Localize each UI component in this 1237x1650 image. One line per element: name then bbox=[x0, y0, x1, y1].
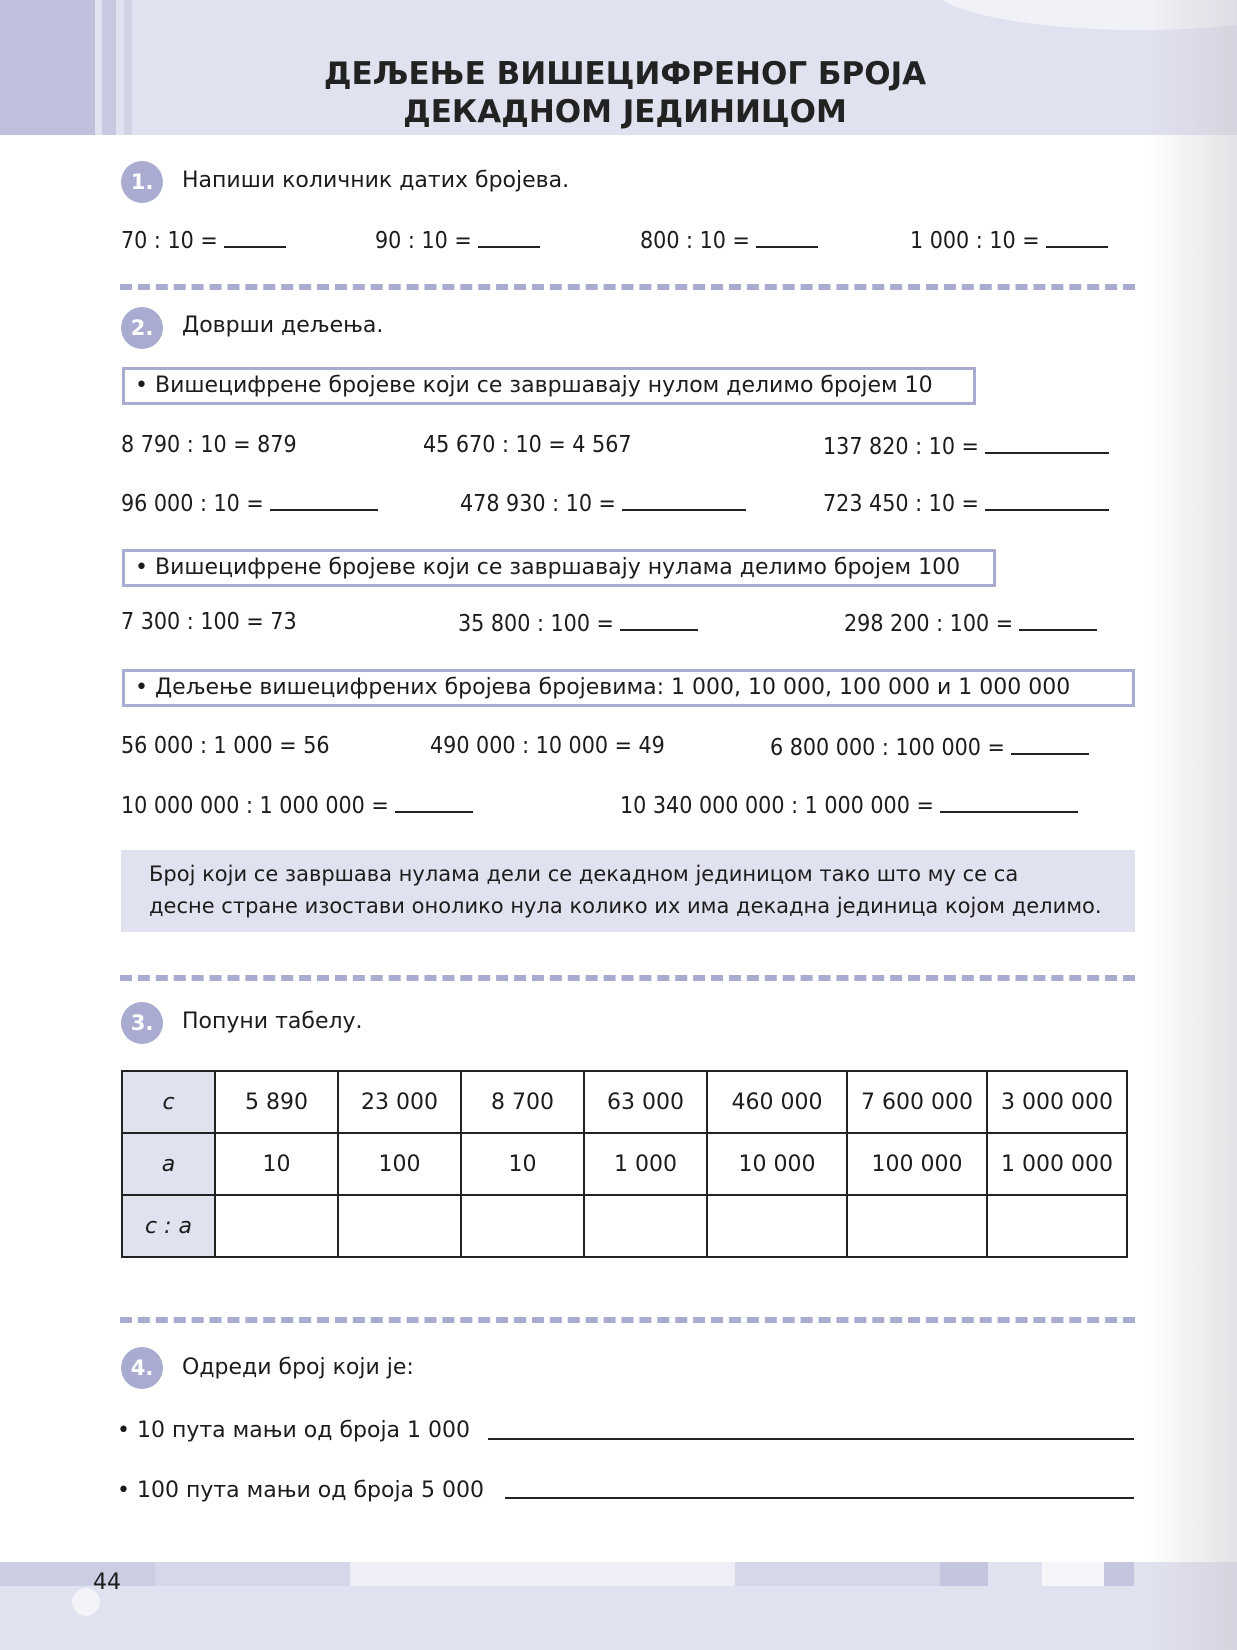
section-divider bbox=[120, 284, 1135, 290]
answer-cell[interactable] bbox=[215, 1195, 338, 1257]
answer-cell[interactable] bbox=[987, 1195, 1127, 1257]
division-problem bbox=[121, 791, 473, 819]
problem-text: 478 930 : 10 = bbox=[460, 491, 616, 517]
problem-text: 70 : 10 = bbox=[121, 228, 218, 254]
answer-line[interactable] bbox=[505, 1497, 1134, 1499]
rule-box-2: • Вишецифрене бројеве који се завршавају нулама делимо бројем 100 bbox=[122, 549, 996, 587]
task-3-number: 3. bbox=[121, 1002, 163, 1044]
task-4-instruction: Одреди број који је: bbox=[182, 1355, 414, 1380]
problem-text: 96 000 : 10 = bbox=[121, 491, 264, 517]
footer-accent bbox=[940, 1562, 988, 1586]
division-problem bbox=[844, 609, 1097, 637]
answer-blank[interactable] bbox=[395, 791, 473, 813]
task-4-number: 4. bbox=[121, 1347, 163, 1389]
answer-cell[interactable] bbox=[707, 1195, 847, 1257]
header-accent-block bbox=[0, 0, 95, 135]
info-line-2: десне стране изостави онолико нула колико их има декадна јединица којом делимо. bbox=[149, 894, 1102, 918]
task-1-problem bbox=[640, 226, 818, 254]
division-table bbox=[121, 1070, 1128, 1258]
answer-blank[interactable] bbox=[620, 609, 698, 631]
footer-accent bbox=[0, 1562, 155, 1586]
task-4-item-2: • 100 пута мањи од броја 5 000 bbox=[117, 1478, 485, 1503]
problem-text: 6 800 000 : 100 000 = bbox=[770, 735, 1005, 761]
answer-blank[interactable] bbox=[224, 226, 286, 248]
table-cell: 3 000 000 bbox=[987, 1071, 1127, 1133]
division-problem: 7 300 : 100 = 73 bbox=[121, 609, 297, 635]
rule-box-3: • Дељење вишецифрених бројева бројевима: 1 000, 10 000, 100 000 и 1 000 000 bbox=[122, 669, 1135, 707]
answer-cell[interactable] bbox=[461, 1195, 584, 1257]
problem-text: 298 200 : 100 = bbox=[844, 611, 1014, 637]
table-cell: 10 bbox=[461, 1133, 584, 1195]
problem-text: 723 450 : 10 = bbox=[823, 491, 979, 517]
table-row-c bbox=[122, 1071, 1127, 1133]
division-problem: 56 000 : 1 000 = 56 bbox=[121, 733, 330, 759]
division-problem bbox=[620, 791, 1078, 819]
answer-cell[interactable] bbox=[584, 1195, 707, 1257]
table-cell: 8 700 bbox=[461, 1071, 584, 1133]
division-problem bbox=[460, 489, 746, 517]
answer-blank[interactable] bbox=[1046, 226, 1108, 248]
section-divider bbox=[120, 1317, 1135, 1323]
page-title bbox=[220, 55, 1030, 131]
page-number: 44 bbox=[93, 1570, 121, 1595]
division-problem bbox=[458, 609, 698, 637]
answer-blank[interactable] bbox=[1019, 609, 1097, 631]
table-row-a bbox=[122, 1133, 1127, 1195]
table-cell: 1 000 bbox=[584, 1133, 707, 1195]
division-problem: 45 670 : 10 = 4 567 bbox=[423, 432, 632, 458]
division-problem bbox=[770, 733, 1089, 761]
task-4-item-1: • 10 пута мањи од броја 1 000 bbox=[117, 1418, 471, 1443]
answer-blank[interactable] bbox=[985, 432, 1109, 454]
page-edge-shadow bbox=[1147, 0, 1237, 1650]
info-box bbox=[121, 850, 1135, 932]
row-label-a: a bbox=[122, 1133, 215, 1195]
task-1-number: 1. bbox=[121, 161, 163, 203]
table-cell: 460 000 bbox=[707, 1071, 847, 1133]
table-cell: 7 600 000 bbox=[847, 1071, 987, 1133]
problem-text: 800 : 10 = bbox=[640, 228, 750, 254]
table-cell: 100 bbox=[338, 1133, 461, 1195]
footer-accent bbox=[1104, 1562, 1134, 1586]
division-problem bbox=[121, 489, 378, 517]
task-1-problem bbox=[910, 226, 1108, 254]
division-problem: 8 790 : 10 = 879 bbox=[121, 432, 297, 458]
table-cell: 100 000 bbox=[847, 1133, 987, 1195]
table-cell: 23 000 bbox=[338, 1071, 461, 1133]
answer-blank[interactable] bbox=[756, 226, 818, 248]
problem-text: 35 800 : 100 = bbox=[458, 611, 614, 637]
problem-text: 10 000 000 : 1 000 000 = bbox=[121, 793, 389, 819]
footer-accent bbox=[155, 1562, 350, 1586]
title-line-1: ДЕЉЕЊЕ ВИШЕЦИФРЕНОГ БРОЈА bbox=[323, 56, 927, 92]
problem-text: 137 820 : 10 = bbox=[823, 434, 979, 460]
footer-accent bbox=[1042, 1562, 1104, 1586]
answer-blank[interactable] bbox=[478, 226, 540, 248]
section-divider bbox=[120, 975, 1135, 981]
row-label-c: c bbox=[122, 1071, 215, 1133]
task-3-instruction: Попуни табелу. bbox=[182, 1009, 363, 1034]
answer-cell[interactable] bbox=[847, 1195, 987, 1257]
title-line-2: ДЕКАДНОМ ЈЕДИНИЦОМ bbox=[403, 94, 847, 130]
table-cell: 5 890 bbox=[215, 1071, 338, 1133]
header-accent-bar bbox=[102, 0, 116, 135]
table-cell: 1 000 000 bbox=[987, 1133, 1127, 1195]
problem-text: 10 340 000 000 : 1 000 000 = bbox=[620, 793, 934, 819]
table-cell: 10 bbox=[215, 1133, 338, 1195]
answer-blank[interactable] bbox=[985, 489, 1109, 511]
problem-text: 1 000 : 10 = bbox=[910, 228, 1040, 254]
task-1-instruction: Напиши количник датих бројева. bbox=[182, 168, 570, 193]
row-label-quotient: c : a bbox=[122, 1195, 215, 1257]
task-1-problem bbox=[121, 226, 286, 254]
answer-blank[interactable] bbox=[1011, 733, 1089, 755]
answer-line[interactable] bbox=[488, 1438, 1134, 1440]
answer-blank[interactable] bbox=[622, 489, 746, 511]
answer-blank[interactable] bbox=[940, 791, 1078, 813]
task-1-problem bbox=[375, 226, 540, 254]
info-line-1: Број који се завршава нулама дели се декадном јединицом тако што му се са bbox=[149, 862, 1019, 886]
table-row-quotient bbox=[122, 1195, 1127, 1257]
answer-cell[interactable] bbox=[338, 1195, 461, 1257]
division-problem: 490 000 : 10 000 = 49 bbox=[430, 733, 665, 759]
answer-blank[interactable] bbox=[270, 489, 378, 511]
table-cell: 10 000 bbox=[707, 1133, 847, 1195]
table-cell: 63 000 bbox=[584, 1071, 707, 1133]
footer-accent bbox=[735, 1562, 940, 1586]
division-problem bbox=[823, 489, 1109, 517]
problem-text: 90 : 10 = bbox=[375, 228, 472, 254]
task-2-instruction: Доврши дељења. bbox=[182, 313, 384, 338]
header-accent-bar bbox=[124, 0, 132, 135]
task-2-number: 2. bbox=[121, 307, 163, 349]
footer-accent bbox=[350, 1562, 735, 1586]
rule-box-1: • Вишецифрене бројеве који се завршавају нулом делимо бројем 10 bbox=[122, 367, 976, 405]
division-problem bbox=[823, 432, 1109, 460]
